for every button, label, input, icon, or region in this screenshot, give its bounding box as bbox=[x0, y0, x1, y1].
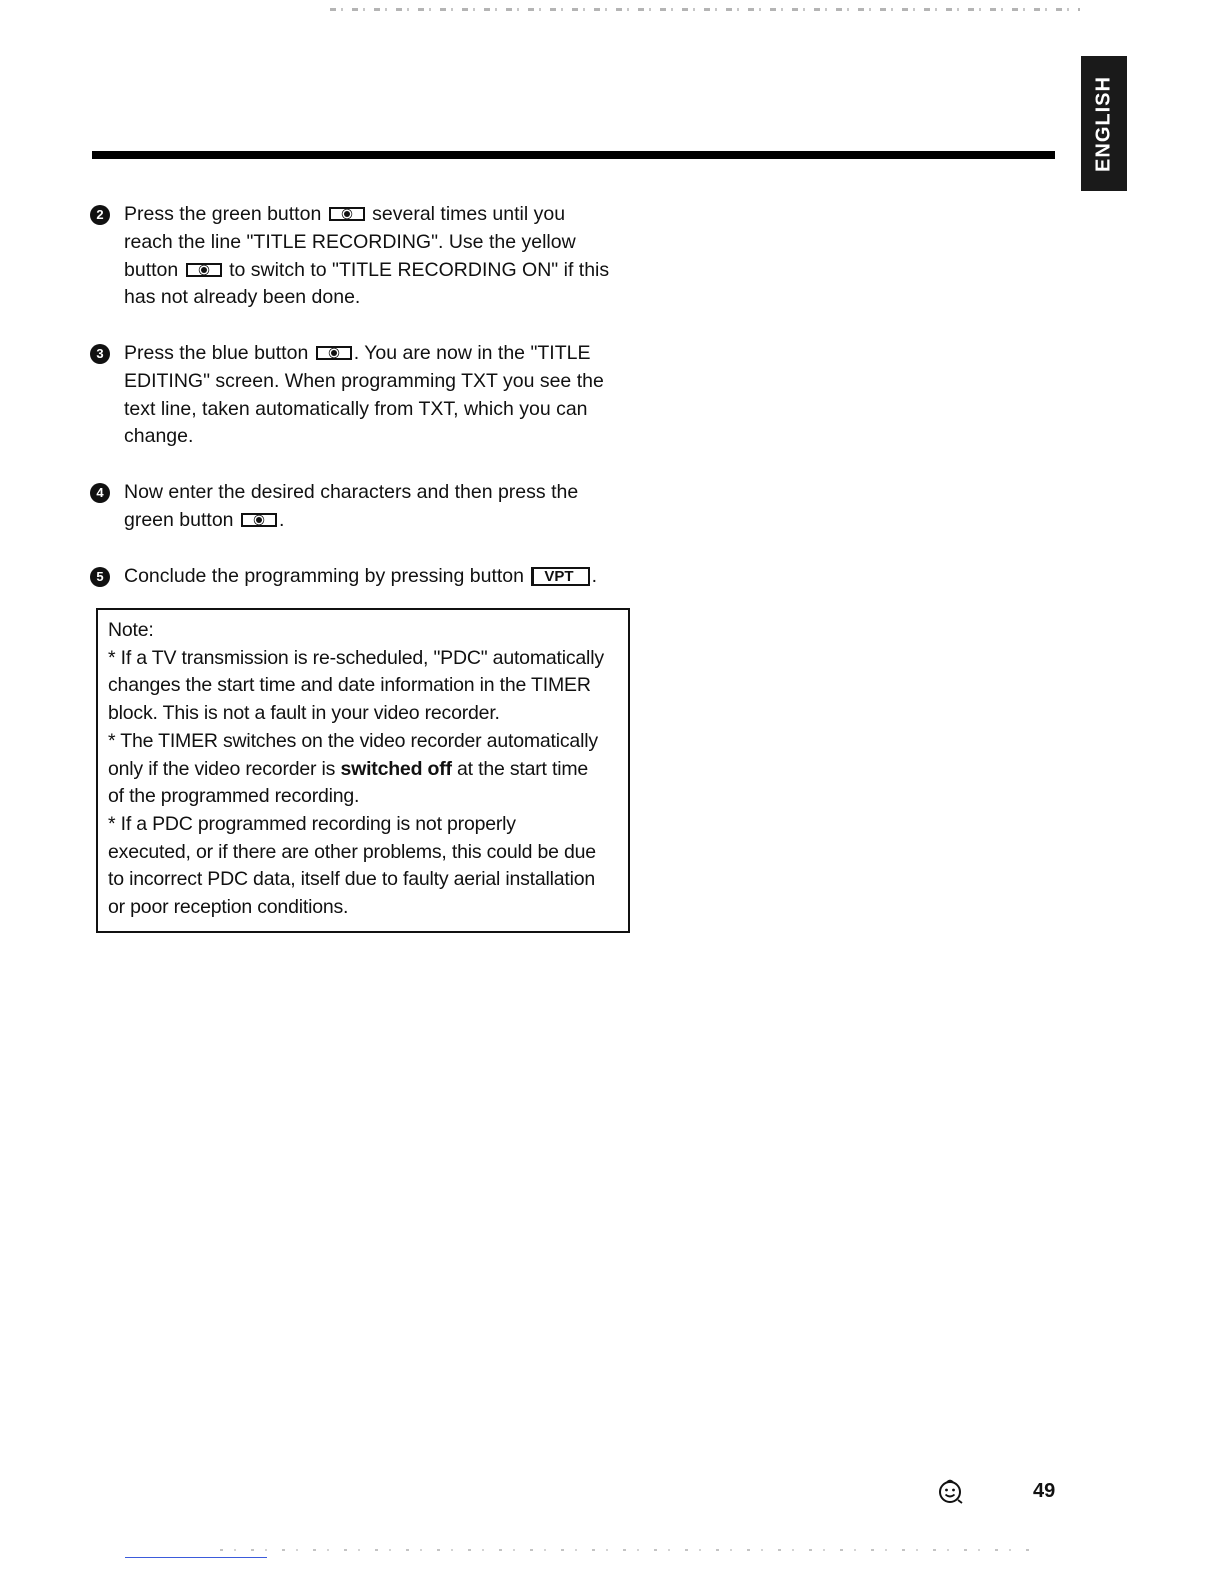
note-heading: Note: bbox=[108, 619, 154, 641]
step-2: 2 Press the green button several times until you reach the line "TITLE RECORDING". Use the yellow button to switch to "TITLE RECORDING ON" if this has not already been done. bbox=[90, 201, 650, 312]
page-number: 49 bbox=[1033, 1480, 1056, 1502]
footer-line bbox=[125, 1557, 267, 1558]
language-tab-label: ENGLISH bbox=[1092, 75, 1115, 172]
step-number-badge: 3 bbox=[90, 344, 110, 364]
scan-artifact-bottom bbox=[220, 1549, 1040, 1551]
green-button-icon bbox=[329, 207, 365, 221]
language-tab bbox=[1081, 56, 1127, 191]
step-5: 5 Conclude the programming by pressing button VPT . bbox=[90, 563, 650, 591]
step-number-badge: 5 bbox=[90, 567, 110, 587]
step-number-badge: 2 bbox=[90, 205, 110, 225]
blue-button-icon bbox=[316, 346, 352, 360]
green-button-icon bbox=[241, 513, 277, 527]
note-box: Note: * If a TV transmission is re-scheduled, "PDC" automatically changes the start time and date information in the TIMER block. This is not a fault in your video recorder. * The TIMER switches on the video recorder automatically only if the video recorder is switched off at the start time of the programmed recording. * If a PDC programmed recording is not properly executed, or if there are other problems, this could be due to incorrect PDC data, itself due to faulty aerial installation or poor reception conditions. bbox=[96, 608, 630, 933]
vpt-button-icon: VPT bbox=[531, 567, 589, 586]
header-rule bbox=[92, 151, 1055, 159]
emphasis-text: switched off bbox=[340, 757, 452, 780]
yellow-button-icon bbox=[186, 263, 222, 277]
step-4: 4 Now enter the desired characters and then press the green button . bbox=[90, 479, 650, 535]
smiley-face-icon bbox=[936, 1478, 964, 1506]
step-3: 3 Press the blue button . You are now in the "TITLE EDITING" screen. When programming TXT you see the text line, taken automatically from TXT, which you can change. bbox=[90, 340, 650, 451]
step-number-badge: 4 bbox=[90, 483, 110, 503]
scan-artifact-top bbox=[330, 8, 1080, 11]
